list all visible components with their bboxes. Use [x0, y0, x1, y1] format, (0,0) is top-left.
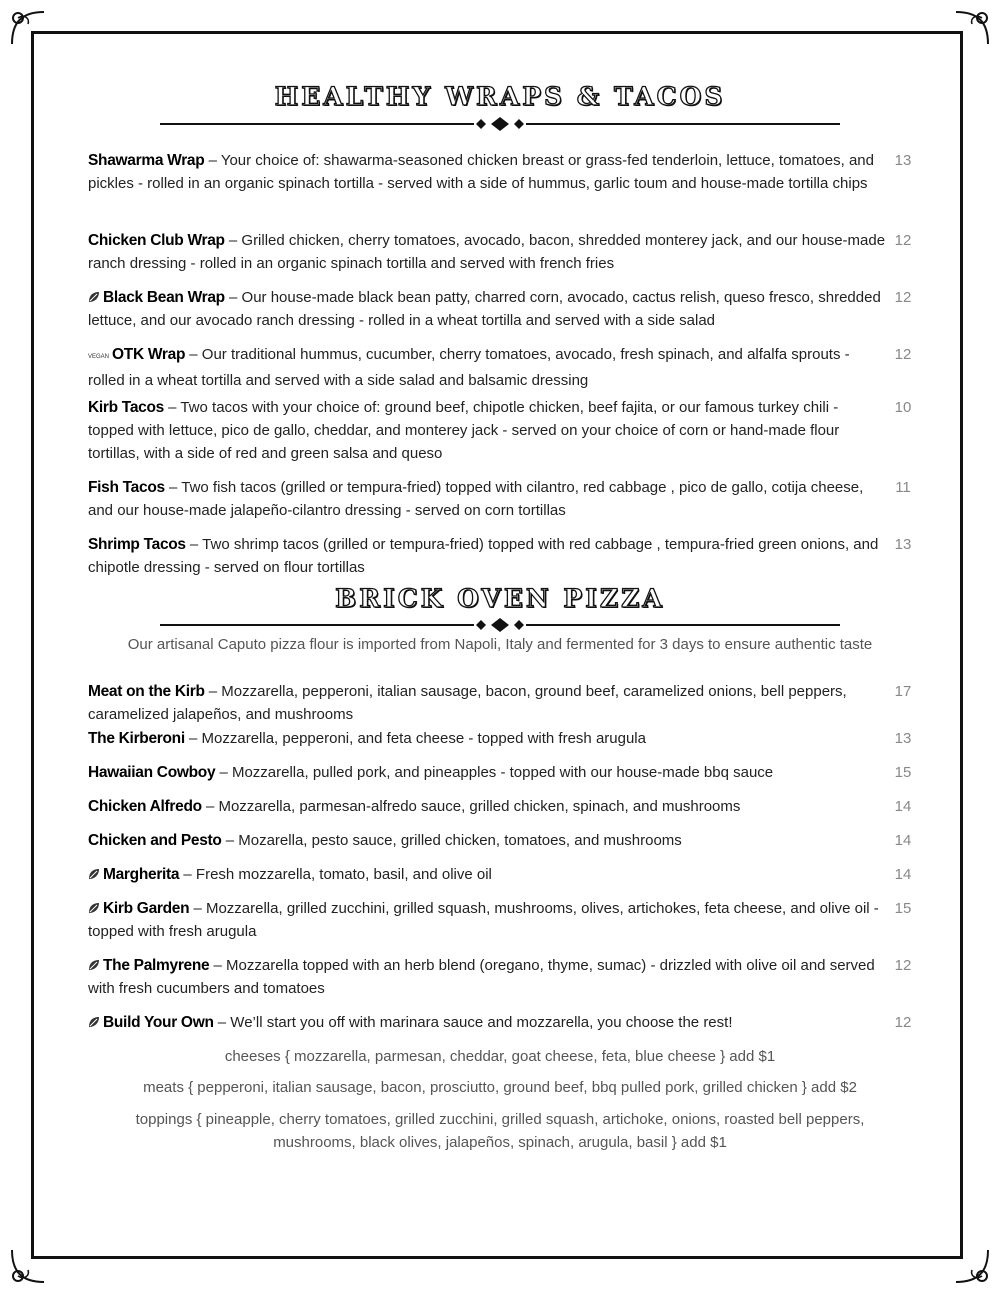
item-price: 13	[894, 152, 912, 169]
leaf-icon	[88, 868, 100, 880]
item-price: 12	[894, 289, 912, 306]
menu-item	[88, 286, 888, 332]
item-name: Kirb Tacos	[88, 399, 164, 416]
leaf-icon	[88, 291, 100, 303]
item-price: 14	[894, 866, 912, 883]
item-description: – Mozzarella, grilled zucchini, grilled squash, mushrooms, olives, artichokes, feta cheese, and olive oil - topped with fresh arugula	[88, 900, 879, 940]
corner-flourish-icon	[952, 1246, 992, 1286]
item-description: – Two shrimp tacos (grilled or tempura-fried) topped with red cabbage , tempura-fried green onions, and chipotle dressing - served on flour tortillas	[88, 536, 879, 576]
item-description: – Mozzarella, pulled pork, and pineapples - topped with our house-made bbq sauce	[215, 764, 774, 781]
pizza-flour-note: Our artisanal Caputo pizza flour is imported from Napoli, Italy and fermented for 3 days to ensure authentic taste	[127, 636, 873, 653]
addon-toppings: toppings { pineapple, cherry tomatoes, grilled zucchini, grilled squash, artichoke, onions, roasted bell peppers, mushrooms, black olives, jalapeños, spinach, arugula, basil } add $1	[135, 1111, 865, 1151]
item-price: 13	[894, 730, 912, 747]
item-name: OTK Wrap	[112, 346, 186, 363]
item-description: – Mozzarella, parmesan-alfredo sauce, grilled chicken, spinach, and mushrooms	[201, 798, 741, 815]
menu-item	[88, 829, 888, 852]
item-name: The Kirberoni	[88, 730, 185, 747]
leaf-icon	[88, 959, 100, 971]
item-description: – We’ll start you off with marinara sauce and mozzarella, you choose the rest!	[213, 1014, 733, 1031]
item-name: Margherita	[103, 866, 180, 883]
item-price: 14	[894, 798, 912, 815]
item-price: 12	[894, 957, 912, 974]
section-title-pizza: BRICK OVEN PIZZA	[335, 584, 665, 613]
item-name: Chicken Alfredo	[88, 798, 202, 815]
item-price: 12	[894, 232, 912, 249]
item-price: 12	[894, 346, 912, 363]
menu-item	[88, 954, 888, 1000]
item-description: – Mozzarella, pepperoni, italian sausage, bacon, ground beef, caramelized onions, bell peppers, caramelized jalapeños, and mushrooms	[88, 683, 847, 723]
corner-flourish-icon	[952, 8, 992, 48]
menu-item	[88, 476, 888, 522]
menu-item	[88, 149, 888, 195]
item-name: The Palmyrene	[103, 957, 210, 974]
section-divider	[160, 618, 840, 632]
item-name: Chicken and Pesto	[88, 832, 222, 849]
menu-item	[88, 1011, 888, 1034]
item-name: Black Bean Wrap	[103, 289, 225, 306]
item-price: 10	[894, 399, 912, 416]
item-price: 14	[894, 832, 912, 849]
item-description: – Fresh mozzarella, tomato, basil, and olive oil	[179, 866, 492, 883]
menu-item	[88, 795, 888, 818]
corner-flourish-icon	[8, 1246, 48, 1286]
item-description: – Grilled chicken, cherry tomatoes, avocado, bacon, shredded monterey jack, and our house-made ranch dressing - rolled in an organic spinach tortilla and served with french fries	[88, 232, 886, 272]
item-description: – Our traditional hummus, cucumber, cherry tomatoes, avocado, fresh spinach, and alfalfa sprouts - rolled in a wheat tortilla and served with a side salad and balsamic dressing	[88, 346, 850, 389]
item-price: 15	[894, 764, 912, 781]
item-description: – Mozarella, pesto sauce, grilled chicken, tomatoes, and mushrooms	[221, 832, 682, 849]
menu-item	[88, 897, 888, 943]
menu-item	[88, 863, 888, 886]
menu-item	[88, 680, 888, 726]
item-name: Kirb Garden	[103, 900, 190, 917]
leaf-icon	[88, 1016, 100, 1028]
section-divider	[160, 117, 840, 131]
item-price: 11	[895, 479, 911, 496]
item-name: Hawaiian Cowboy	[88, 764, 216, 781]
item-name: Build Your Own	[103, 1014, 214, 1031]
item-name: Fish Tacos	[88, 479, 165, 496]
item-name: Chicken Club Wrap	[88, 232, 225, 249]
item-price: 15	[894, 900, 912, 917]
item-description: – Mozzarella topped with an herb blend (oregano, thyme, sumac) - drizzled with olive oil and served with fresh cucumbers and tomatoes	[88, 957, 875, 997]
item-price: 13	[894, 536, 912, 553]
addon-cheeses: cheeses { mozzarella, parmesan, cheddar, goat cheese, feta, blue cheese } add $1	[224, 1048, 776, 1065]
item-price: 17	[894, 683, 912, 700]
item-description: – Your choice of: shawarma-seasoned chicken breast or grass-fed tenderloin, lettuce, tomatoes, and pickles - rolled in an organic spinach tortilla - served with a side of hummus, garlic toum and house-made tortilla chips	[88, 152, 874, 192]
menu-item	[88, 229, 888, 275]
menu-item	[88, 343, 888, 392]
item-name: Shawarma Wrap	[88, 152, 205, 169]
addon-meats: meats { pepperoni, italian sausage, bacon, prosciutto, ground beef, bbq pulled pork, grilled chicken } add $2	[143, 1079, 857, 1096]
section-title-wraps: HEALTHY WRAPS & TACOS	[274, 82, 726, 111]
item-name: Shrimp Tacos	[88, 536, 186, 553]
diamond-icon	[474, 117, 526, 131]
item-price: 12	[894, 1014, 912, 1031]
item-name: Meat on the Kirb	[88, 683, 205, 700]
leaf-icon	[88, 902, 100, 914]
item-description: – Two fish tacos (grilled or tempura-fried) topped with cilantro, red cabbage , pico de gallo, cotija cheese, and our house-made jalapeño-cilantro dressing - served on corn tortillas	[88, 479, 864, 519]
menu-item	[88, 533, 888, 579]
item-description: – Mozzarella, pepperoni, and feta cheese - topped with fresh arugula	[184, 730, 646, 747]
menu-item	[88, 761, 888, 784]
menu-item	[88, 727, 888, 750]
diamond-icon	[474, 618, 526, 632]
menu-item	[88, 396, 888, 465]
corner-flourish-icon	[8, 8, 48, 48]
item-description: – Our house-made black bean patty, charred corn, avocado, cactus relish, queso fresco, shredded lettuce, and our avocado ranch dressing - rolled in a wheat tortilla and served with a side salad	[88, 289, 881, 329]
item-description: – Two tacos with your choice of: ground beef, chipotle chicken, beef fajita, or our famous turkey chili - topped with lettuce, pico de gallo, cheddar, and monterey jack - served on your choice of corn or hand-made flour tortillas, with a side of red and green salsa and queso	[88, 399, 840, 462]
vegan-badge: VEGAN	[88, 354, 110, 360]
